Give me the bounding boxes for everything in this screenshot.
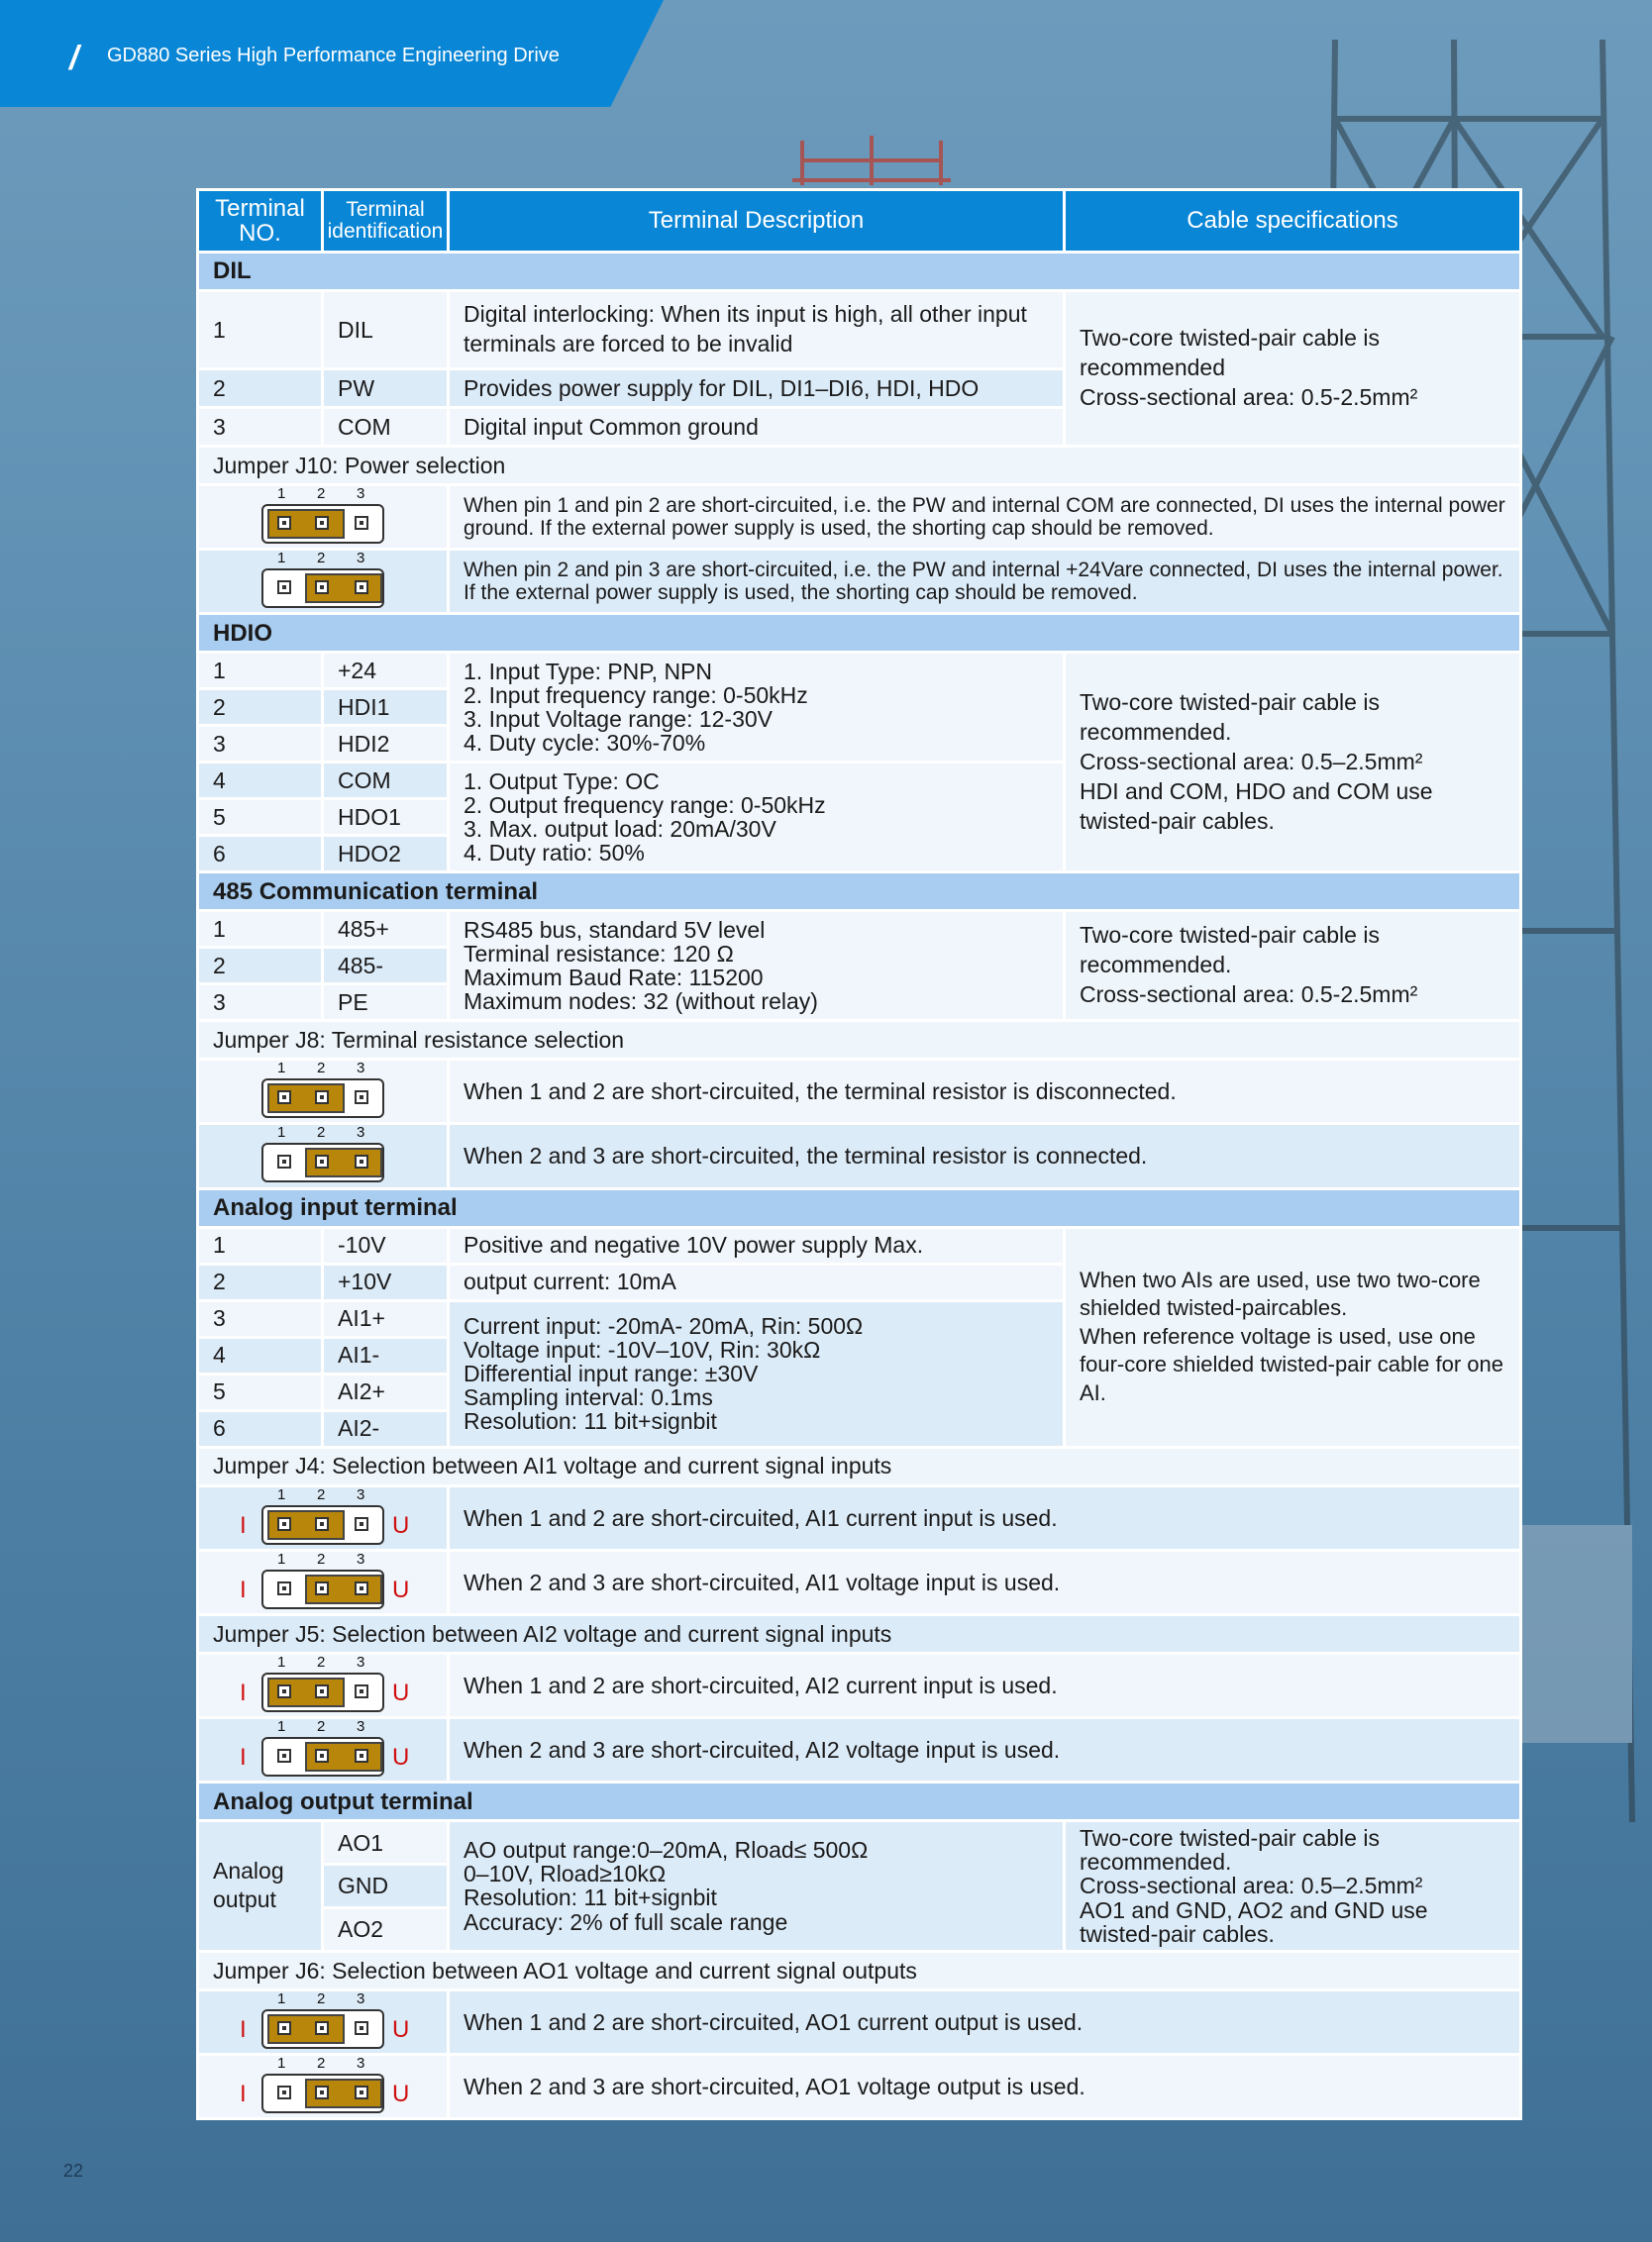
cell-no: 6 <box>198 836 323 872</box>
cell-no: 6 <box>198 1410 323 1447</box>
pin-icon <box>355 1517 368 1531</box>
jumper-desc: When 1 and 2 are short-circuited, the terminal resistor is disconnected. <box>449 1060 1521 1124</box>
header-cable-specifications: Cable specifications <box>1065 190 1521 253</box>
pin-icon <box>277 1090 291 1104</box>
cell-no: 3 <box>198 726 323 763</box>
cell-no: 3 <box>198 984 323 1021</box>
cell-id: DIL <box>323 291 449 369</box>
cell-id: AI1- <box>323 1337 449 1374</box>
pin-icon <box>277 1749 291 1763</box>
cell-id: HDO1 <box>323 799 449 836</box>
cell-no: 3 <box>198 408 323 447</box>
cell-desc-input: 1. Input Type: PNP, NPN 2. Input frequency range: 0-50kHz 3. Input Voltage range: 12-30V 4. Duty cycle: 30%-70% <box>449 653 1065 763</box>
cell-id: -10V <box>323 1227 449 1264</box>
pin-icon <box>355 516 368 530</box>
cell-id: AI2+ <box>323 1374 449 1410</box>
jumper-desc: When 1 and 2 are short-circuited, AO1 current output is used. <box>449 1989 1521 2054</box>
header-terminal-no: Terminal NO. <box>198 190 323 253</box>
cell-id: AI2- <box>323 1410 449 1447</box>
jumper-desc: When 2 and 3 are short-circuited, AI2 voltage input is used. <box>449 1717 1521 1782</box>
section-title-hdio: HDIO <box>198 614 1521 653</box>
cell-desc: output current: 10mA <box>449 1264 1065 1300</box>
jumper-title-j10: Jumper J10: Power selection <box>198 447 1521 485</box>
header-terminal-id: Terminal identification <box>323 190 449 253</box>
cell-id: PE <box>323 984 449 1021</box>
cell-no: 5 <box>198 799 323 836</box>
cell-id: HDI2 <box>323 726 449 763</box>
voltage-label: U <box>392 2080 410 2107</box>
header-title: GD880 Series High Performance Engineering Drive <box>107 45 560 66</box>
jumper-diagram-23-iu: 1 2 3 I U <box>198 1550 449 1614</box>
current-label: I <box>240 1743 247 1771</box>
section-title-485: 485 Communication terminal <box>198 872 1521 911</box>
cell-no: 3 <box>198 1300 323 1337</box>
pin-icon <box>315 1155 329 1169</box>
cell-no: 5 <box>198 1374 323 1410</box>
pin-icon <box>355 2086 368 2099</box>
cell-desc: Digital input Common ground <box>449 408 1065 447</box>
jumper-desc: When 2 and 3 are short-circuited, AI1 voltage input is used. <box>449 1550 1521 1614</box>
cell-desc: Digital interlocking: When its input is high, all other input terminals are forced to be invalid <box>449 291 1065 369</box>
voltage-label: U <box>392 1576 410 1603</box>
current-label: I <box>240 2080 247 2107</box>
terminal-table <box>196 188 1519 2120</box>
pin-icon <box>277 1684 291 1698</box>
cell-desc: Provides power supply for DIL, DI1–DI6, HDI, HDO <box>449 369 1065 408</box>
cell-cable: Two-core twisted-pair cable is recommended. Cross-sectional area: 0.5–2.5mm² HDI and COM, HDO and COM use twisted-pair cables. <box>1065 653 1521 872</box>
cell-no: 4 <box>198 1337 323 1374</box>
jumper-desc: When pin 1 and pin 2 are short-circuited, i.e. the PW and internal COM are connected, DI uses the internal power ground. If the external power supply is used, the shorting cap should be removed. <box>449 485 1521 550</box>
section-title-dil: DIL <box>198 253 1521 291</box>
jumper-diagram-12-iu: 1 2 3 I U <box>198 1485 449 1550</box>
jumper-diagram-12: 1 2 3 <box>198 485 449 550</box>
current-label: I <box>240 1511 247 1539</box>
pin-icon <box>315 1684 329 1698</box>
pin-icon <box>277 580 291 594</box>
cell-id: COM <box>323 763 449 799</box>
cell-id: AO2 <box>323 1907 449 1951</box>
current-label: I <box>240 1679 247 1706</box>
pin-icon <box>355 1155 368 1169</box>
jumper-desc: When 2 and 3 are short-circuited, the terminal resistor is connected. <box>449 1124 1521 1188</box>
pin-icon <box>315 1090 329 1104</box>
cell-id: GND <box>323 1865 449 1908</box>
jumper-desc: When pin 2 and pin 3 are short-circuited, i.e. the PW and internal +24Vare connected, DI uses the internal power. If the external power supply is used, the shorting cap should be removed. <box>449 550 1521 614</box>
current-label: I <box>240 1576 247 1603</box>
cell-cable: Two-core twisted-pair cable is recommended. Cross-sectional area: 0.5–2.5mm² AO1 and GND, AO2 and GND use twisted-pair cables. <box>1065 1821 1521 1952</box>
cell-cable: Two-core twisted-pair cable is recommended. Cross-sectional area: 0.5-2.5mm² <box>1065 911 1521 1021</box>
cell-no: 2 <box>198 369 323 408</box>
section-title-analog-input: Analog input terminal <box>198 1188 1521 1227</box>
cell-id: +24 <box>323 653 449 689</box>
cell-id: 485+ <box>323 911 449 948</box>
cell-desc-output: 1. Output Type: OC 2. Output frequency range: 0-50kHz 3. Max. output load: 20mA/30V 4. Duty ratio: 50% <box>449 763 1065 872</box>
pin-icon <box>277 516 291 530</box>
voltage-label: U <box>392 1511 410 1539</box>
jumper-title-j8: Jumper J8: Terminal resistance selection <box>198 1021 1521 1060</box>
pin-icon <box>315 2021 329 2035</box>
cell-no: 4 <box>198 763 323 799</box>
jumper-title-j6: Jumper J6: Selection between AO1 voltage and current signal outputs <box>198 1951 1521 1989</box>
cell-group: Analog output <box>198 1821 323 1952</box>
pin-icon <box>315 2086 329 2099</box>
voltage-label: U <box>392 1679 410 1706</box>
cell-desc: Current input: -20mA- 20mA, Rin: 500Ω Voltage input: -10V–10V, Rin: 30kΩ Differential input range: ±30V Sampling interval: 0.1ms Resolution: 11 bit+signbit <box>449 1300 1065 1447</box>
header-slash-icon: / <box>69 40 79 77</box>
cell-id: COM <box>323 408 449 447</box>
cell-no: 1 <box>198 653 323 689</box>
cell-id: +10V <box>323 1264 449 1300</box>
jumper-desc: When 2 and 3 are short-circuited, AO1 voltage output is used. <box>449 2054 1521 2118</box>
jumper-diagram-23: 1 2 3 <box>198 1124 449 1188</box>
jumper-diagram-23: 1 2 3 <box>198 550 449 614</box>
current-label: I <box>240 2015 247 2043</box>
pin-icon <box>277 2021 291 2035</box>
cell-desc: AO output range:0–20mA, Rload≤ 500Ω 0–10V, Rload≥10kΩ Resolution: 11 bit+signbit Accuracy: 2% of full scale range <box>449 1821 1065 1952</box>
cell-desc: RS485 bus, standard 5V level Terminal resistance: 120 Ω Maximum Baud Rate: 115200 Maximum nodes: 32 (without relay) <box>449 911 1065 1021</box>
jumper-diagram-12-iu: 1 2 3 I U <box>198 1989 449 2054</box>
distant-platform <box>782 131 961 190</box>
pin-icon <box>315 516 329 530</box>
voltage-label: U <box>392 1743 410 1771</box>
pin-icon <box>315 1581 329 1595</box>
pin-icon <box>355 1684 368 1698</box>
jumper-diagram-23-iu: 1 2 3 I U <box>198 2054 449 2118</box>
pin-icon <box>355 2021 368 2035</box>
pin-icon <box>355 1749 368 1763</box>
cell-id: AI1+ <box>323 1300 449 1337</box>
pin-icon <box>277 1155 291 1169</box>
cell-no: 1 <box>198 291 323 369</box>
jumper-diagram-12-iu: 1 2 3 I U <box>198 1653 449 1717</box>
jumper-diagram-23-iu: 1 2 3 I U <box>198 1717 449 1782</box>
voltage-label: U <box>392 2015 410 2043</box>
cell-id: 485- <box>323 948 449 984</box>
pin-icon <box>277 1581 291 1595</box>
cell-id: HDO2 <box>323 836 449 872</box>
section-title-analog-output: Analog output terminal <box>198 1783 1521 1821</box>
cell-no: 2 <box>198 948 323 984</box>
cell-cable: Two-core twisted-pair cable is recommended Cross-sectional area: 0.5-2.5mm² <box>1065 291 1521 447</box>
pin-icon <box>355 1581 368 1595</box>
cell-cable: When two AIs are used, use two two-core shielded twisted-paircables. When reference voltage is used, use one four-core shielded twisted-pair cable for one AI. <box>1065 1227 1521 1447</box>
jumper-desc: When 1 and 2 are short-circuited, AI2 current input is used. <box>449 1653 1521 1717</box>
jumper-diagram-12: 1 2 3 <box>198 1060 449 1124</box>
cell-id: HDI1 <box>323 689 449 726</box>
cell-id: AO1 <box>323 1821 449 1865</box>
cell-id: PW <box>323 369 449 408</box>
cell-no: 1 <box>198 911 323 948</box>
pin-icon <box>355 1090 368 1104</box>
pin-icon <box>315 1749 329 1763</box>
jumper-desc: When 1 and 2 are short-circuited, AI1 current input is used. <box>449 1485 1521 1550</box>
jumper-title-j5: Jumper J5: Selection between AI2 voltage and current signal inputs <box>198 1614 1521 1653</box>
jumper-title-j4: Jumper J4: Selection between AI1 voltage and current signal inputs <box>198 1447 1521 1485</box>
cell-desc: Positive and negative 10V power supply Max. <box>449 1227 1065 1264</box>
pin-icon <box>277 1517 291 1531</box>
header-terminal-description: Terminal Description <box>449 190 1065 253</box>
pin-icon <box>315 580 329 594</box>
pin-icon <box>277 2086 291 2099</box>
pin-icon <box>315 1517 329 1531</box>
pin-icon <box>355 580 368 594</box>
page-number: 22 <box>63 2161 84 2181</box>
cell-no: 2 <box>198 689 323 726</box>
cell-no: 1 <box>198 1227 323 1264</box>
cell-no: 2 <box>198 1264 323 1300</box>
